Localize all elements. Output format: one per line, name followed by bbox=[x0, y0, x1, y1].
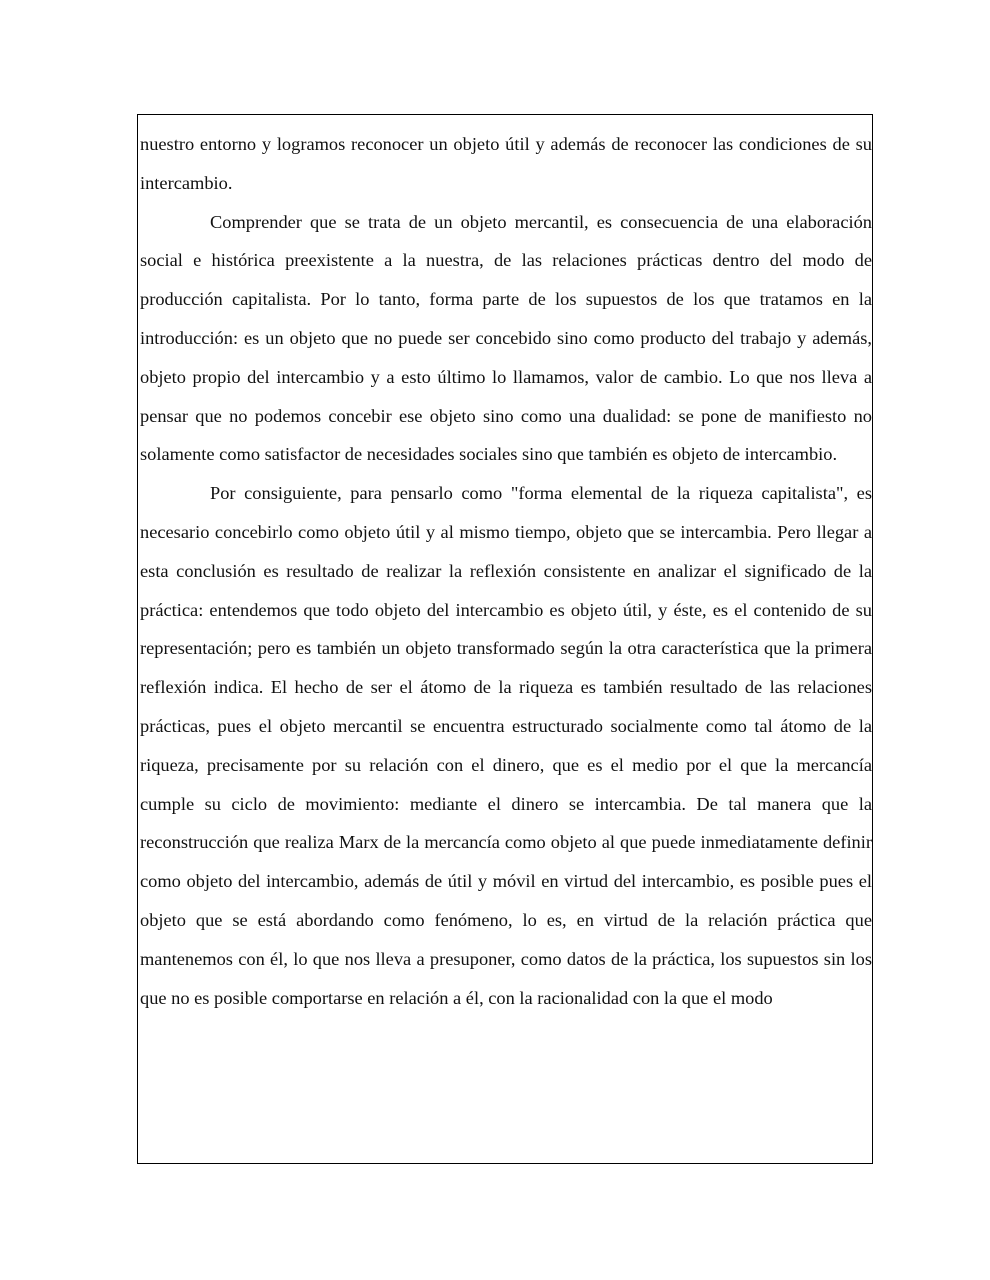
paragraph-1: nuestro entorno y logramos reconocer un objeto útil y además de reconocer las condiciones de su intercambio. bbox=[140, 134, 872, 193]
paragraph-3: Por consiguiente, para pensarlo como "forma elemental de la riqueza capitalista", es necesario concebirlo como objeto útil y al mismo tiempo, objeto que se intercambia. Pero llegar a esta conclusión es resultado de realizar la reflexión consistente en analizar el significado de la práctica: entendemos que todo objeto del intercambio es objeto útil, y éste, es el contenido de su representación; pero es también un objeto transformado según la otra característica que la primera reflexión indica. El hecho de ser el átomo de la riqueza es también resultado de las relaciones prácticas, pues el objeto mercantil se encuentra estructurado socialmente como tal átomo de la riqueza, precisamente por su relación con el dinero, que es el medio por el que la mercancía cumple su ciclo de movimiento: mediante el dinero se intercambia. De tal manera que la reconstrucción que realiza Marx de la mercancía como objeto al que puede inmediatamente definir como objeto del intercambio, además de útil y móvil en virtud del intercambio, es posible pues el objeto que se está abordando como fenómeno, lo es, en virtud de la relación práctica que mantenemos con él, lo que nos lleva a presuponer, como datos de la práctica, los supuestos sin los que no es posible comportarse en relación a él, con la racionalidad con la que el modo bbox=[140, 483, 872, 1008]
document-body bbox=[140, 125, 872, 1017]
paragraph-2: Comprender que se trata de un objeto mercantil, es consecuencia de una elaboración social e histórica preexistente a la nuestra, de las relaciones prácticas dentro del modo de producción capitalista. Por lo tanto, forma parte de los supuestos de los que tratamos en la introducción: es un objeto que no puede ser concebido sino como producto del trabajo y además, objeto propio del intercambio y a esto último lo llamamos, valor de cambio. Lo que nos lleva a pensar que no podemos concebir ese objeto sino como una dualidad: se pone de manifiesto no solamente como satisfactor de necesidades sociales sino que también es objeto de intercambio. bbox=[140, 211, 872, 465]
